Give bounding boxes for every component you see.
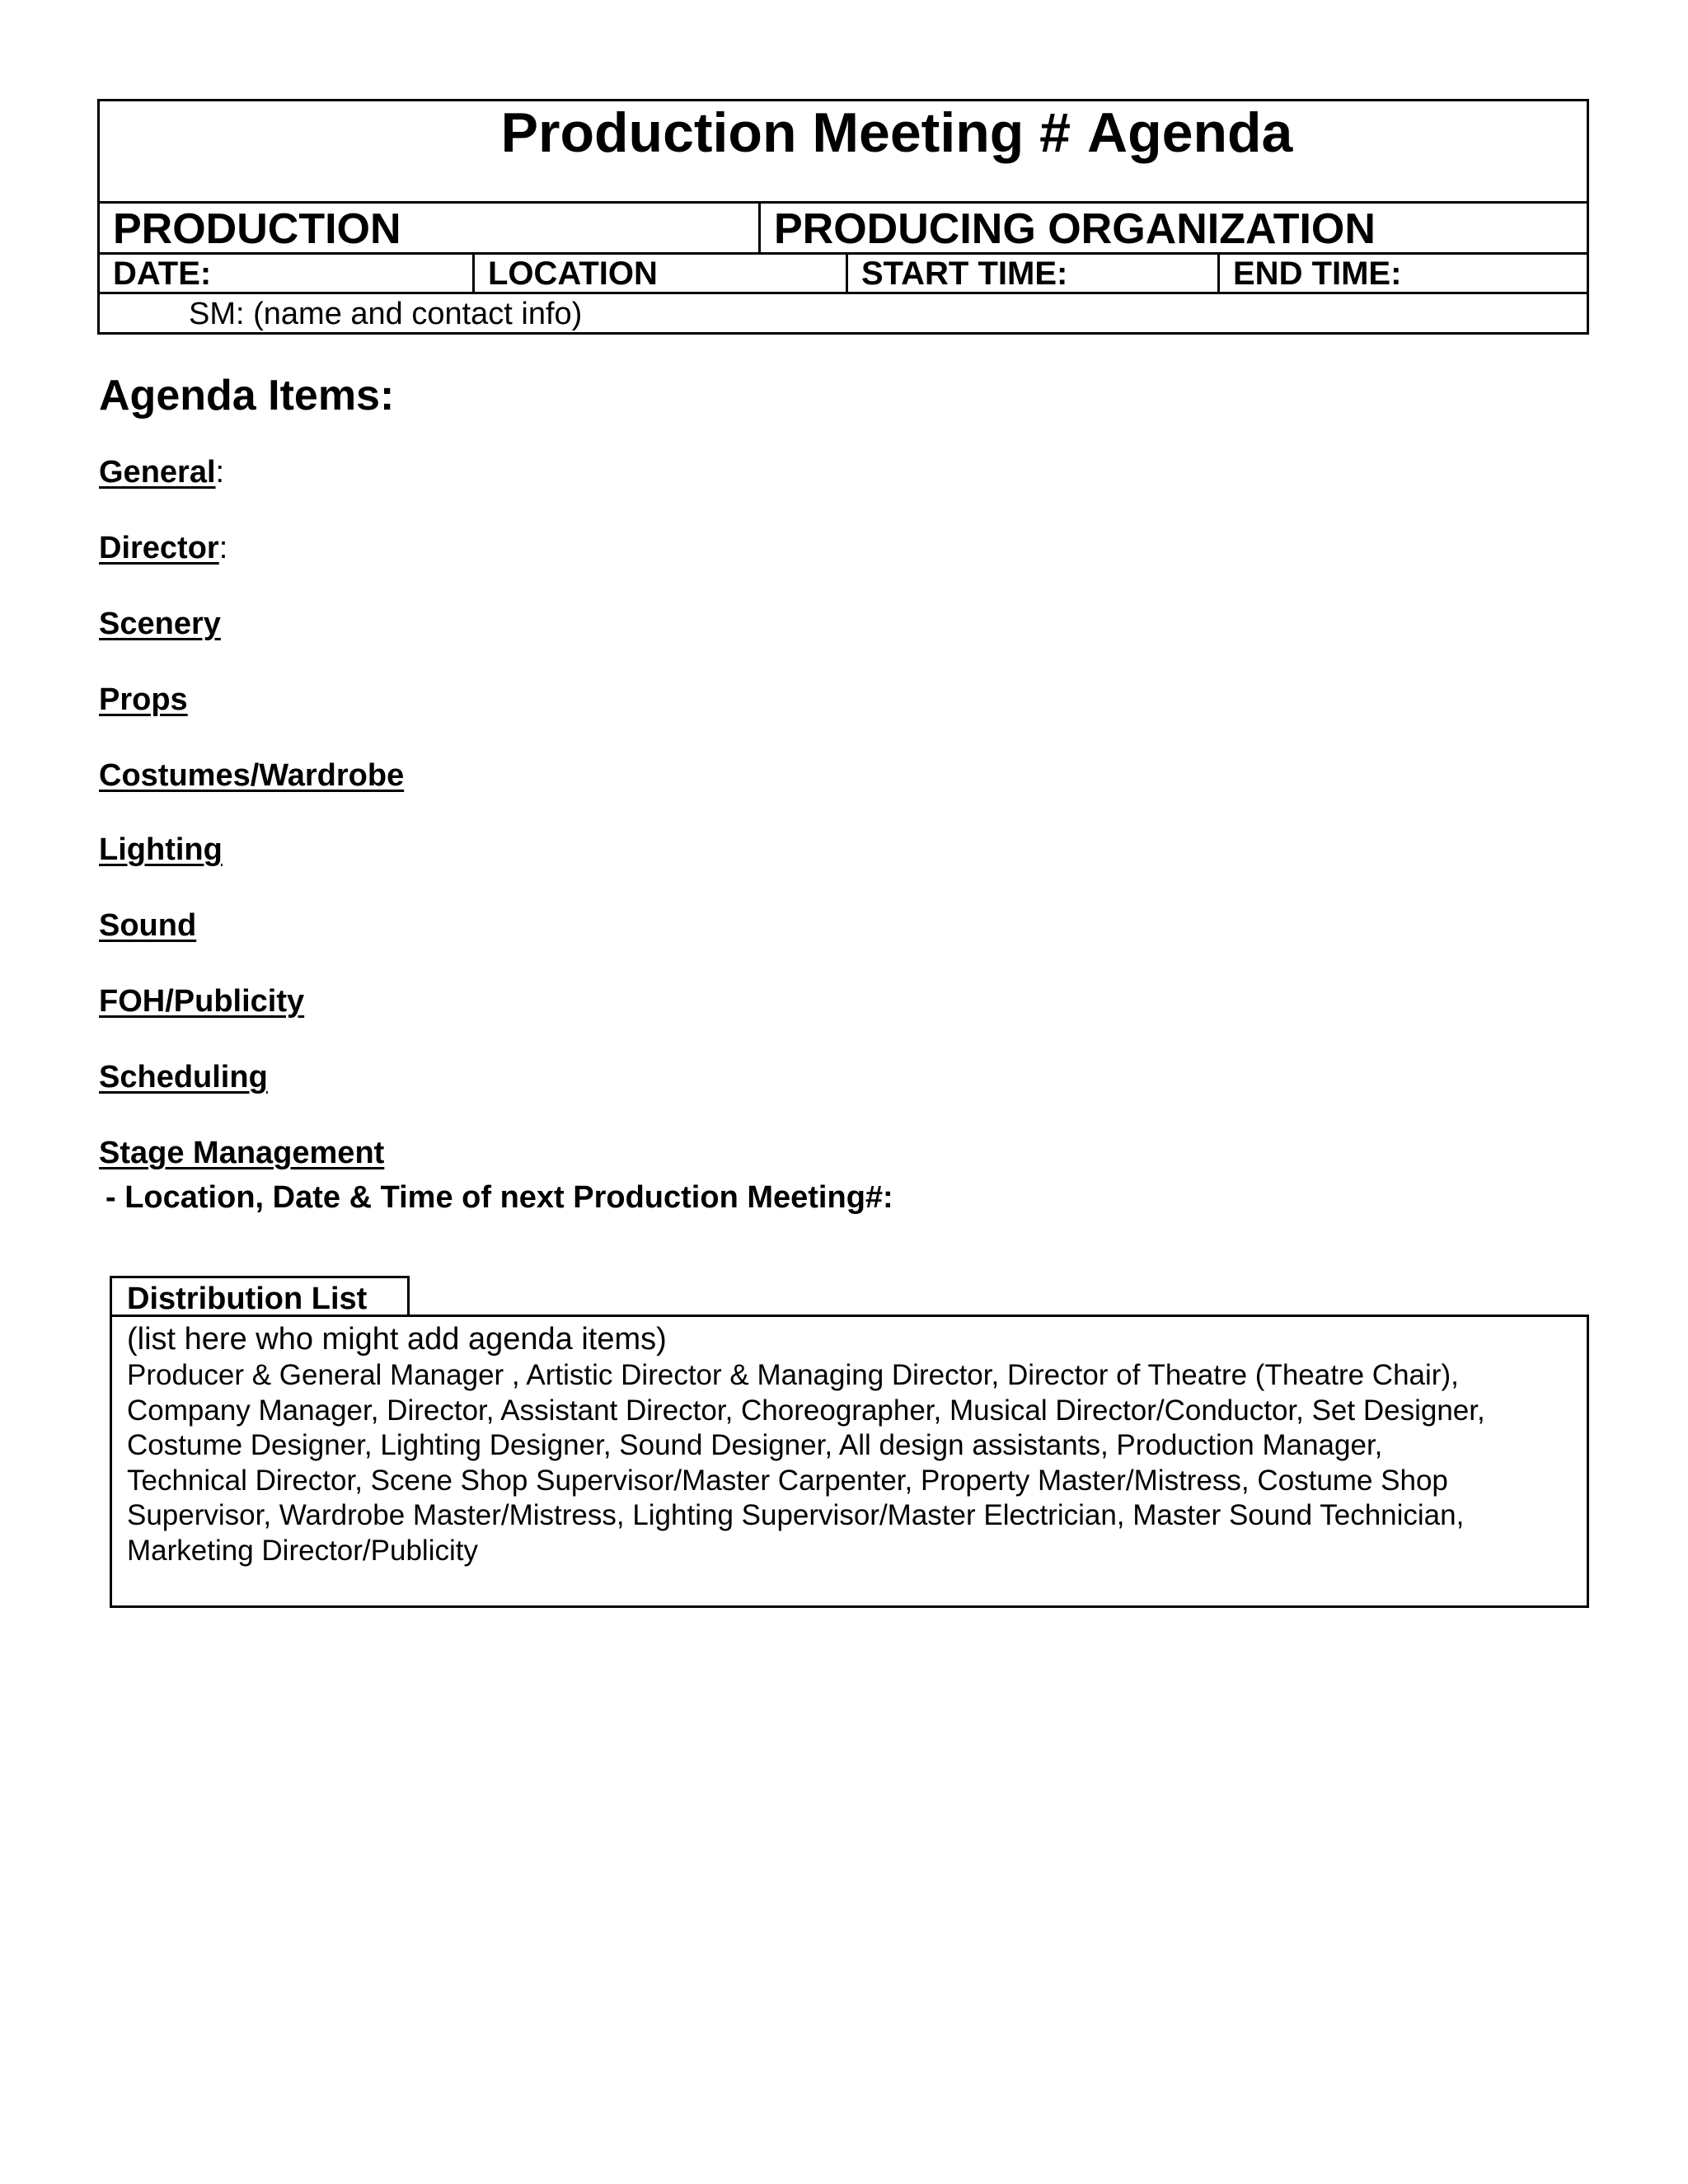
- page-title-agenda: Agenda: [1087, 101, 1293, 164]
- distribution-intro: (list here who might add agenda items): [127, 1322, 667, 1357]
- distribution-line: Costume Designer, Lighting Designer, Sound Designer, All design assistants, Production Manager,: [127, 1429, 1383, 1461]
- agenda-item-label: Scenery: [99, 607, 221, 641]
- distribution-line: Supervisor, Wardrobe Master/Mistress, Lighting Supervisor/Master Electrician, Master Sound Technician,: [127, 1499, 1465, 1531]
- agenda-item-suffix: :: [218, 531, 228, 565]
- agenda-item-director: [99, 529, 227, 567]
- agenda-item-suffix: :: [215, 455, 225, 490]
- distribution-line: Marketing Director/Publicity: [127, 1534, 478, 1567]
- agenda-item-label: Lighting: [99, 832, 223, 867]
- agenda-item-scheduling: [99, 1058, 268, 1096]
- agenda-item-label: Sound: [99, 908, 197, 943]
- distribution-line: Technical Director, Scene Shop Supervisor/Master Carpenter, Property Master/Mistress, Costume Shop: [127, 1464, 1448, 1497]
- title-row: [100, 101, 1587, 204]
- agenda-item-label: Costumes/Wardrobe: [99, 758, 405, 793]
- production-label: PRODUCTION: [100, 204, 761, 252]
- end-time-label: END TIME:: [1233, 255, 1402, 292]
- distribution-list-title: Distribution List: [110, 1276, 410, 1317]
- production-row: [100, 204, 1587, 255]
- agenda-item-lighting: [99, 831, 223, 869]
- producing-organization-label: PRODUCING ORGANIZATION: [774, 205, 1376, 253]
- agenda-item-label: Props: [99, 682, 188, 717]
- stage-manager-row: [100, 294, 1587, 332]
- agenda-heading: Agenda Items:: [99, 372, 395, 419]
- location-label: LOCATION: [475, 255, 848, 292]
- agenda-item-label: Director: [99, 531, 219, 565]
- agenda-item-label: FOH/Publicity: [99, 984, 305, 1019]
- next-meeting-line: - Location, Date & Time of next Production Meeting#:: [106, 1180, 893, 1215]
- agenda-item-general: [99, 453, 224, 491]
- agenda-item-foh-publicity: [99, 982, 304, 1020]
- agenda-item-stage-management: [99, 1134, 384, 1172]
- date-label: DATE:: [100, 255, 475, 292]
- agenda-item-costumes-wardrobe: [99, 757, 404, 794]
- meeting-info-row: [100, 255, 1587, 294]
- meeting-header-table: [97, 99, 1589, 335]
- agenda-item-label: Scheduling: [99, 1060, 268, 1094]
- distribution-recipients: [127, 1358, 1578, 1568]
- agenda-item-scenery: [99, 605, 221, 643]
- agenda-item-label: General: [99, 455, 216, 490]
- start-time-label: START TIME:: [848, 255, 1220, 292]
- distribution-list-box: [110, 1315, 1589, 1608]
- stage-manager-info: SM: (name and contact info): [189, 297, 583, 331]
- agenda-item-sound: [99, 907, 196, 944]
- agenda-item-label: Stage Management: [99, 1136, 385, 1170]
- distribution-line: Company Manager, Director, Assistant Director, Choreographer, Musical Director/Conductor, Set Designer,: [127, 1394, 1485, 1427]
- distribution-line: Producer & General Manager , Artistic Director & Managing Director, Director of Theatre (Theatre Chair),: [127, 1359, 1459, 1391]
- page-title: Production Meeting #: [500, 101, 1071, 164]
- agenda-item-props: [99, 681, 188, 719]
